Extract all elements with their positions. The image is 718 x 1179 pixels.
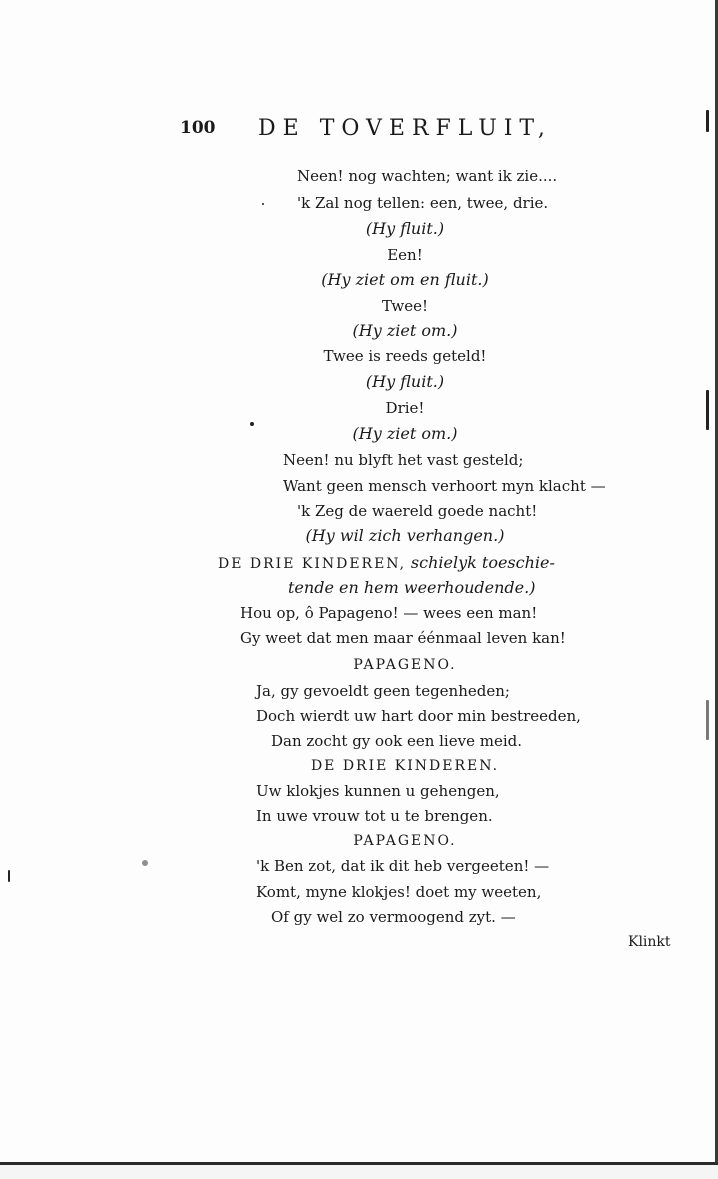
stage-direction: (Hy ziet om.) bbox=[352, 321, 458, 340]
ink-speck bbox=[250, 422, 254, 426]
verse-line: Een! bbox=[387, 246, 423, 264]
running-title: DE TOVERFLUIT, bbox=[258, 116, 552, 141]
stage-direction: (Hy wil zich verhangen.) bbox=[305, 526, 505, 545]
verse-line: Of gy wel zo vermoogend zyt. — bbox=[271, 908, 516, 926]
speaker-name: DE DRIE KINDEREN, bbox=[218, 556, 407, 572]
verse-line: Dan zocht gy ook een lieve meid. bbox=[271, 732, 522, 750]
verse-line: Uw klokjes kunnen u gehengen, bbox=[256, 782, 500, 800]
page-number: 100 bbox=[180, 118, 216, 138]
verse-line: Doch wierdt uw hart door min bestreeden, bbox=[256, 707, 581, 725]
verse-line: Komt, myne klokjes! doet my weeten, bbox=[256, 883, 542, 901]
verse-line: Neen! nu blyft het vast gesteld; bbox=[283, 451, 524, 469]
verse-line: Drie! bbox=[385, 399, 425, 417]
verse-line: 'k Zal nog tellen: een, twee, drie. bbox=[297, 194, 549, 212]
verse-line: Hou op, ô Papageno! — wees een man! bbox=[240, 604, 538, 622]
verse-line: Twee is reeds geteld! bbox=[323, 347, 487, 365]
catchword: Klinkt bbox=[628, 934, 671, 950]
speaker-name: PAPAGENO. bbox=[353, 833, 457, 849]
verse-line: 'k Ben zot, dat ik dit heb vergeeten! — bbox=[256, 857, 550, 875]
ink-speck bbox=[262, 203, 264, 205]
verse-line: Gy weet dat men maar éénmaal leven kan! bbox=[240, 629, 566, 647]
verse-line: Twee! bbox=[381, 297, 429, 315]
ink-speck bbox=[142, 860, 148, 866]
scan-edge-bottom bbox=[0, 1162, 718, 1165]
ink-speck bbox=[706, 110, 709, 132]
speaker-name: DE DRIE KINDEREN. bbox=[310, 758, 500, 774]
stage-direction: schielyk toeschie- bbox=[410, 553, 555, 572]
stage-direction: (Hy fluit.) bbox=[365, 219, 445, 238]
scan-margin-bottom bbox=[0, 1165, 718, 1179]
verse-line: 'k Zeg de waereld goede nacht! bbox=[297, 502, 538, 520]
ink-speck bbox=[706, 390, 709, 430]
verse-line: Neen! nog wachten; want ik zie.... bbox=[297, 167, 558, 185]
verse-line: In uwe vrouw tot u te brengen. bbox=[256, 807, 493, 825]
verse-line: Ja, gy gevoeldt geen tegenheden; bbox=[256, 682, 510, 700]
stage-direction: (Hy ziet om.) bbox=[352, 424, 458, 443]
stage-direction: tende en hem weerhoudende.) bbox=[288, 578, 536, 597]
speaker-name: PAPAGENO. bbox=[353, 657, 457, 673]
speaker-line bbox=[218, 553, 555, 574]
stage-direction: (Hy fluit.) bbox=[365, 372, 445, 391]
verse-line: Want geen mensch verhoort myn klacht — bbox=[283, 477, 606, 495]
stage-direction: (Hy ziet om en fluit.) bbox=[321, 270, 489, 289]
ink-speck bbox=[706, 700, 709, 740]
ink-speck bbox=[8, 870, 10, 882]
